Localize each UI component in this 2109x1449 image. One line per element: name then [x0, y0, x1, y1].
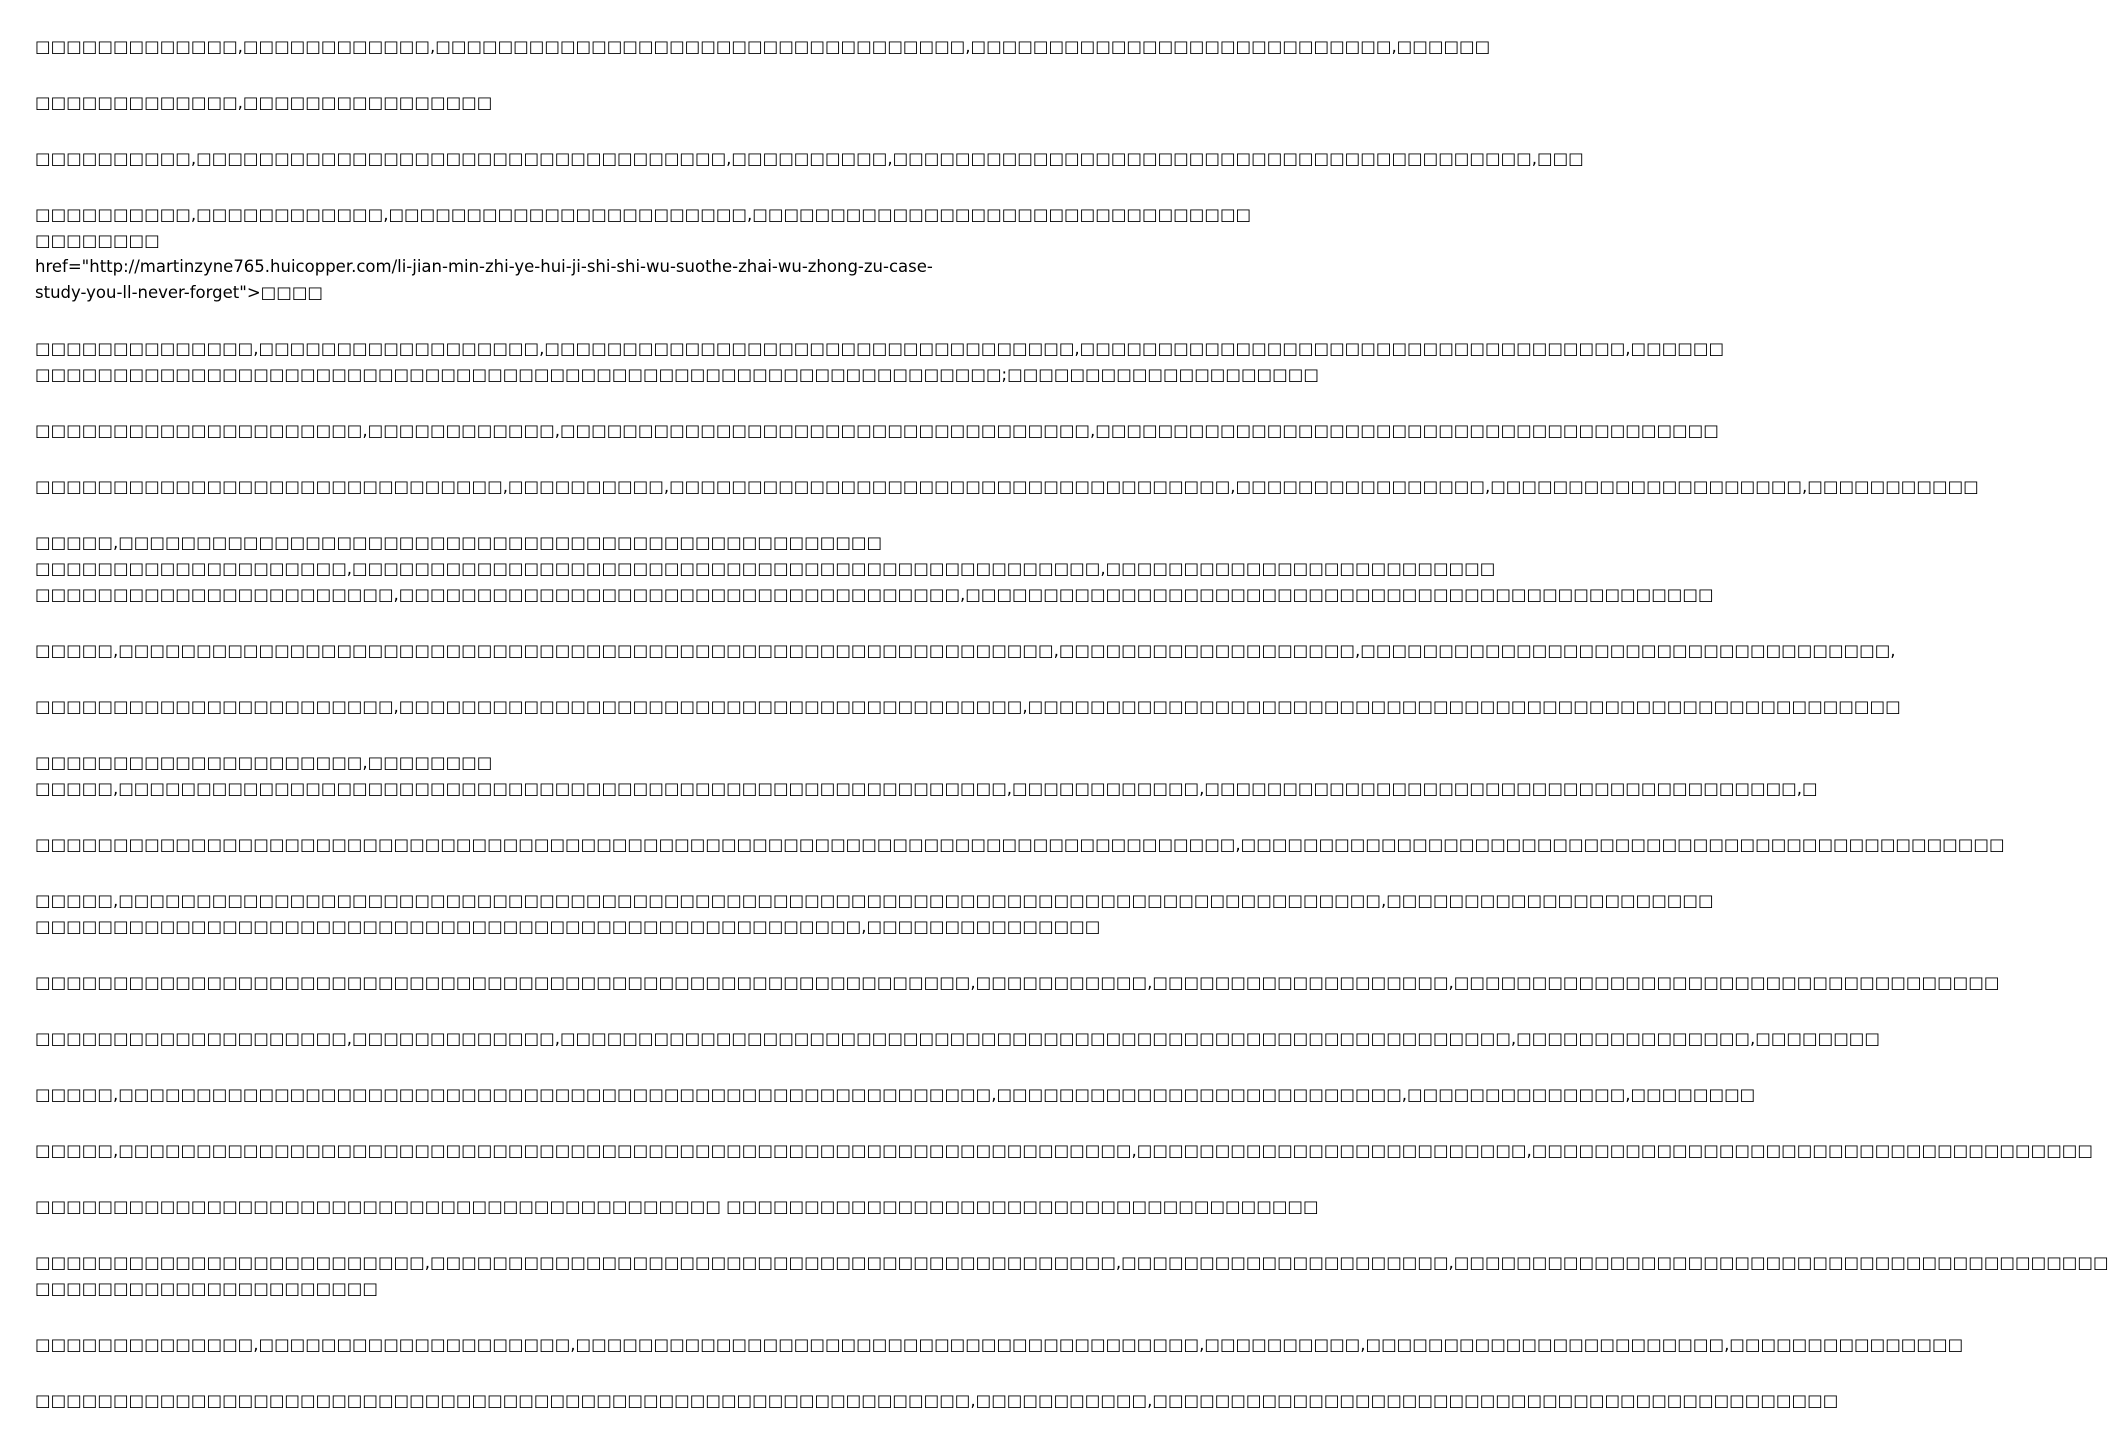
paragraph — [35, 418, 1719, 444]
paragraph-line: □□□□□□□□□□□□□□□□□□□□□□□□□□□□□□,□□□□□□□□□□,□□□□□□□□□□□□□□□□□□□□□□□□□□□□□□□□□□□□,□□□□□□□□□□□□□□□□,□□□□□□□□□□□□□□□□□□□□,□□□□□□□□□□□ — [35, 477, 1979, 496]
paragraph-line: □□□□□,□□□□□□□□□□□□□□□□□□□□□□□□□□□□□□□□□□□□□□□□□□□□□□□□□□□□□□□□□□□□□□□□□,□□□□□□□□□□□□□□□□□□□□□□□□□,□□□□□□□□□□□□□□□□□□□□□□□□□□□□□□□□□□□□ — [35, 1141, 2093, 1160]
paragraph-line: □□□□□□□□□□□□□□□□□□□□□□ — [35, 1279, 378, 1298]
paragraph-line: □□□□□□□□□□□□□□□□□□□□□□□,□□□□□□□□□□□□□□□□□□□□□□□□□□□□□□□□□□□□□□□□,□□□□□□□□□□□□□□□□□□□□□□□□□□□□□□□□□□□□□□□□□□□□□□□□□□□□□□□□ — [35, 697, 1901, 716]
paragraph — [35, 90, 990, 116]
paragraph-line: □□□□□,□□□□□□□□□□□□□□□□□□□□□□□□□□□□□□□□□□□□□□□□□□□□□□□□□□□□□□□□,□□□□□□□□□□□□□□□□□□□□□□□□□□,□□□□□□□□□□□□□□,□□□□□□□□ — [35, 1085, 1756, 1104]
paragraph-line: □□□□□□□□□□□□□□□□□□□□□□□□□□□□□□□□□□□□□□□□□□□□□□□□□□□□□□□□□□□□□□□□□□□□□□□□□□□□□,□□□□□□□□□□□□□□□□□□□□□□□□□□□□□□□□□□□□□□□□□□□□□□□□□ — [35, 835, 2005, 854]
paragraph-line: □□□□□,□□□□□□□□□□□□□□□□□□□□□□□□□□□□□□□□□□□□□□□□□□□□□□□□□□□□□□□□□□□□□□□□□□□□□□□□□□□□□□□□□,□□□□□□□□□□□□□□□□□□□□□ — [35, 891, 1714, 910]
paragraph — [35, 336, 1725, 388]
paragraph-line: □□□□□,□□□□□□□□□□□□□□□□□□□□□□□□□□□□□□□□□□□□□□□□□□□□□□□□□□□□□□□□□□□□,□□□□□□□□□□□□□□□□□□□,□□□□□□□□□□□□□□□□□□□□□□□□□□□□□□□□□□, — [35, 641, 1896, 660]
document-body — [35, 34, 2109, 1444]
paragraph-line: □□□□□□□□□□□□□□□□□□□□□□□,□□□□□□□□□□□□□□□□□□□□□□□□□□□□□□□□□□□□,□□□□□□□□□□□□□□□□□□□□□□□□□□□□□□□□□□□□□□□□□□□□□□□□ — [35, 585, 1714, 604]
paragraph — [35, 832, 2005, 858]
paragraph — [35, 1388, 1839, 1414]
paragraph — [35, 1082, 1756, 1108]
paragraph — [35, 34, 1491, 60]
paragraph-line: □□□□□□□□□□□□□□□□□□□□□□□□□□□□□□□□□□□□□□□□□□□□□□□□□□□□□□□□□□□□,□□□□□□□□□□□,□□□□□□□□□□□□□□□□□□□□□□□□□□□□□□□□□□□□□□□□□□□□ — [35, 1391, 1839, 1410]
paragraph-line: □□□□□□□□□□□□□□□□□□□□□□□□□□□□□□□□□□□□□□□□□□□□ □□□□□□□□□□□□□□□□□□□□□□□□□□□□□□□□□□□□□□ — [35, 1197, 1319, 1216]
paragraph — [35, 638, 1896, 664]
paragraph-line: □□□□□□□□□□□□□□□□□□□□□□□□□,□□□□□□□□□□□□□□□□□□□□□□□□□□□□□□□□□□□□□□□□□□□□,□□□□□□□□□□□□□□□□□□□□□,□□□□□□□□□□□□□□□□□□□□□□□□□□□□□□□□□□□□□□□□□□ — [35, 1253, 2109, 1272]
paragraph-line: □□□□□□□□□□□□□□□□□□□□□□□□□□□□□□□□□□□□□□□□□□□□□□□□□□□□□□□□□□□□□□;□□□□□□□□□□□□□□□□□□□□ — [35, 365, 1319, 384]
paragraph-line: □□□□□,□□□□□□□□□□□□□□□□□□□□□□□□□□□□□□□□□□□□□□□□□□□□□□□□□□□□□□□□□,□□□□□□□□□□□□,□□□□□□□□□□□□□□□□□□□□□□□□□□□□□□□□□□□□□□,□ — [35, 779, 1818, 798]
paragraph-line: study-you-ll-never-forget">□□□□ — [35, 283, 324, 302]
paragraph — [35, 694, 1901, 720]
paragraph — [35, 1138, 2093, 1164]
paragraph-line: □□□□□,□□□□□□□□□□□□□□□□□□□□□□□□□□□□□□□□□□□□□□□□□□□□□□□□□ — [35, 533, 883, 552]
paragraph — [35, 146, 1584, 172]
paragraph — [35, 474, 1979, 500]
paragraph — [35, 1332, 1964, 1358]
paragraph-line: □□□□□□□□□□□□□□□□□□□□□,□□□□□□□□ — [35, 753, 493, 772]
paragraph — [35, 202, 1252, 306]
paragraph-line: □□□□□□□□□□,□□□□□□□□□□□□,□□□□□□□□□□□□□□□□□□□□□□□,□□□□□□□□□□□□□□□□□□□□□□□□□□□□□□□□ □□□□□□□□ — [35, 205, 1252, 250]
paragraph-line: href="http://martinzyne765.huicopper.com/li-jian-min-zhi-ye-hui-ji-shi-shi-wu-suothe-zhai-wu-zhong-zu-case- — [35, 257, 933, 276]
paragraph-line: □□□□□□□□□□□□□□,□□□□□□□□□□□□□□□□□□,□□□□□□□□□□□□□□□□□□□□□□□□□□□□□□□□□□,□□□□□□□□□□□□□□□□□□□□□□□□□□□□□□□□□□□,□□□□□□ — [35, 339, 1725, 358]
paragraph-line: □□□□□□□□□□□□□□□□□□□□,□□□□□□□□□□□□□,□□□□□□□□□□□□□□□□□□□□□□□□□□□□□□□□□□□□□□□□□□□□□□□□□□□□□□□□□□□□□,□□□□□□□□□□□□□□□,□□□□□□□□ — [35, 1029, 1880, 1048]
paragraph — [35, 530, 1714, 608]
paragraph — [35, 750, 1818, 802]
paragraph-line: □□□□□□□□□□□□□□□□□□□□,□□□□□□□□□□□□□□□□□□□□□□□□□□□□□□□□□□□□□□□□□□□□□□□□,□□□□□□□□□□□□□□□□□□□□□□□□□ — [35, 559, 1496, 578]
paragraph — [35, 1026, 1880, 1052]
paragraph — [35, 1194, 1319, 1220]
paragraph-line: □□□□□□□□□□□□□□□□□□□□□□□□□□□□□□□□□□□□□□□□□□□□□□□□□□□□□,□□□□□□□□□□□□□□□ — [35, 917, 1101, 936]
paragraph-line: □□□□□□□□□□□□□□□□□□□□□,□□□□□□□□□□□□,□□□□□□□□□□□□□□□□□□□□□□□□□□□□□□□□□□,□□□□□□□□□□□□□□□□□□□□□□□□□□□□□□□□□□□□□□□□ — [35, 421, 1719, 440]
paragraph-line: □□□□□□□□□□□□□□□□□□□□□□□□□□□□□□□□□□□□□□□□□□□□□□□□□□□□□□□□□□□□,□□□□□□□□□□□,□□□□□□□□□□□□□□□□□□□,□□□□□□□□□□□□□□□□□□□□□□□□□□□□□□□□□□□ — [35, 973, 2000, 992]
paragraph — [35, 970, 2000, 996]
paragraph — [35, 1250, 2109, 1302]
paragraph-line: □□□□□□□□□□□□□□,□□□□□□□□□□□□□□□□□□□□,□□□□□□□□□□□□□□□□□□□□□□□□□□□□□□□□□□□□□□□□,□□□□□□□□□□,□□□□□□□□□□□□□□□□□□□□□□□,□□□□□□□□□□□□□□□ — [35, 1335, 1964, 1354]
paragraph-line: □□□□□□□□□□□□□,□□□□□□□□□□□□□□□□ — [35, 93, 493, 112]
paragraph-line: □□□□□□□□□□,□□□□□□□□□□□□□□□□□□□□□□□□□□□□□□□□□□,□□□□□□□□□□,□□□□□□□□□□□□□□□□□□□□□□□□□□□□□□□□□□□□□□□□□,□□□ — [35, 149, 1584, 168]
paragraph-line: □□□□□□□□□□□□□,□□□□□□□□□□□□,□□□□□□□□□□□□□□□□□□□□□□□□□□□□□□□□□□,□□□□□□□□□□□□□□□□□□□□□□□□□□□,□□□□□□ — [35, 37, 1491, 56]
paragraph — [35, 888, 1714, 940]
